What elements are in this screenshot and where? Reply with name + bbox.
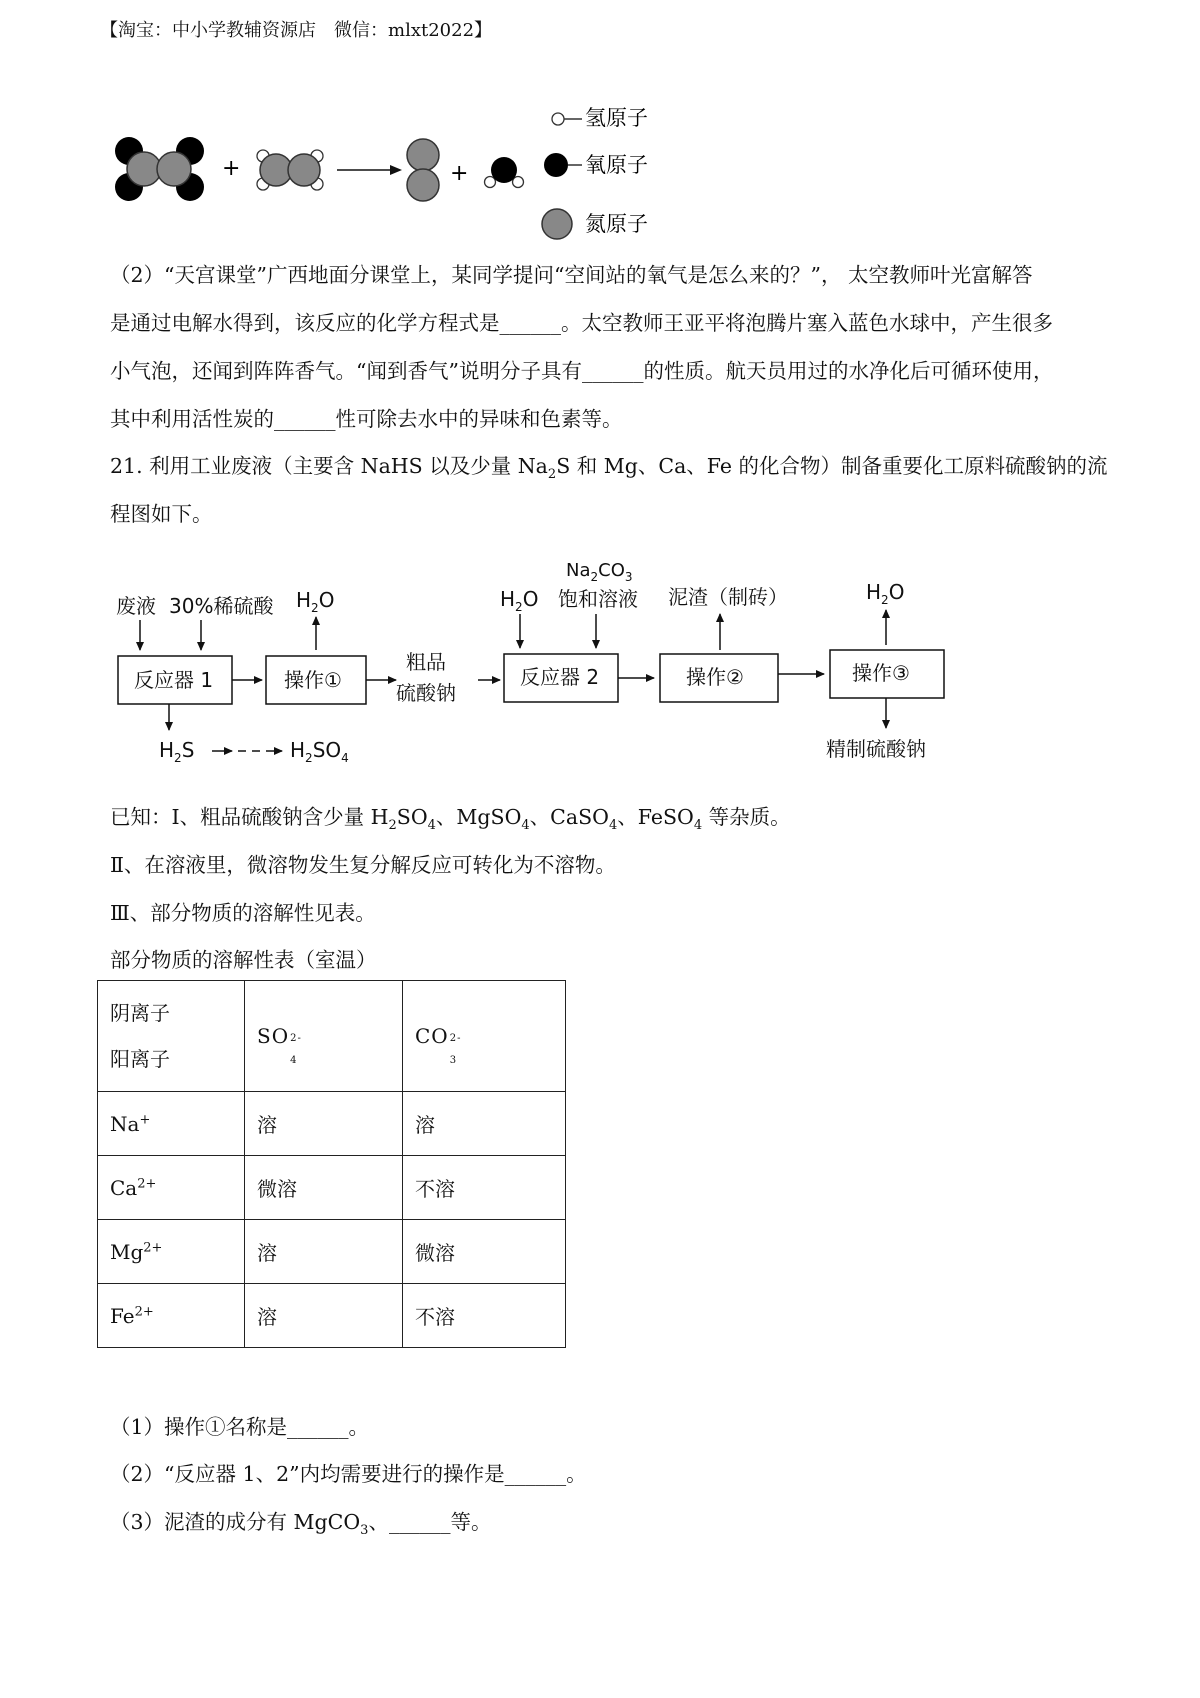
table-header-co3: CO 2- 3 (403, 981, 566, 1092)
svg-text:H2SO4: $H_2SO_4$ (290, 738, 349, 765)
question-3: （3）泥渣的成分有 MgCO$_3$、______等。 (110, 1510, 492, 1539)
svg-text:氧原子: 氧原子 (585, 153, 648, 177)
solubility-table (97, 980, 566, 1348)
q20-2-line3: 小气泡，还闻到阵阵香气。“闻到香气”说明分子具有______的性质。航天员用过的水净化后可循环使用， (110, 359, 1054, 383)
svg-text:氢原子: 氢原子 (585, 106, 648, 130)
svg-text:硫酸钠: 硫酸钠 (396, 681, 456, 705)
table-corner-header: 阴离子 阳离子 (98, 981, 245, 1092)
q20-2-line4: 其中利用活性炭的______性可除去水中的异味和色素等。 (110, 407, 623, 431)
q21-stem-line1: 21. 利用工业废液（主要含 NaHS 以及少量 $Na_2S$ 和 Mg、Ca、Fe 的化合物）制备重要化工原料硫酸钠的流 (110, 454, 1108, 483)
svg-text:反应器 1: 反应器 1 (134, 668, 214, 692)
svg-text:H2O: $H_2O$ (500, 587, 539, 614)
table-row: $Mg^{2+}$ 溶 微溶 (98, 1220, 566, 1284)
svg-text:废液: 废液 (116, 594, 156, 618)
table-row: $Ca^{2+}$ 微溶 不溶 (98, 1156, 566, 1220)
table-title: 部分物质的溶解性表（室温） (110, 948, 377, 972)
svg-text:精制硫酸钠: 精制硫酸钠 (826, 737, 926, 761)
q20-2-line2: 是通过电解水得到，该反应的化学方程式是______。太空教师王亚平将泡腾片塞入蓝色水球中，产生很多 (110, 311, 1053, 335)
known-i: 已知：Ⅰ、粗品硫酸钠含少量 $H_2SO_4$、MgSO$_4$、CaSO$_4$、FeSO$_4$ 等杂质。 (110, 805, 791, 834)
known-iii: Ⅲ、部分物质的溶解性见表。 (110, 901, 376, 925)
svg-text:反应器 2: 反应器 2 (520, 665, 600, 689)
svg-text:操作③: 操作③ (852, 661, 910, 685)
svg-text:操作②: 操作② (686, 665, 744, 689)
svg-text:30%稀硫酸: 30%稀硫酸 (169, 594, 274, 618)
known-ii: Ⅱ、在溶液里，微溶物发生复分解反应可转化为不溶物。 (110, 853, 616, 877)
svg-text:+: + (450, 161, 469, 186)
q21-stem-line2: 程图如下。 (110, 502, 213, 526)
svg-text:+: + (222, 156, 241, 181)
table-row: Na+ 溶 溶 (98, 1092, 566, 1156)
page-header: 【淘宝：中小学教辅资源店 微信：mlxt2022】 (100, 20, 493, 41)
svg-text:Na2CO3: $Na_2CO_3$ (566, 560, 633, 584)
question-2: （2）“反应器 1、2”内均需要进行的操作是______。 (110, 1462, 587, 1486)
svg-text:H2O: $H_2O$ (296, 588, 335, 615)
table-header-so4: SO 2- 4 (245, 981, 403, 1092)
process-flow-chart (0, 0, 1200, 780)
table-row: $Fe^{2+}$ 溶 不溶 (98, 1284, 566, 1348)
svg-text:操作①: 操作① (284, 668, 342, 692)
table-header-row (98, 981, 566, 1092)
svg-text:氮原子: 氮原子 (585, 212, 648, 236)
q20-2-line1: （2）“天宫课堂”广西地面分课堂上，某同学提问“空间站的氧气是怎么来的？”， 太空教师叶光富解答 (110, 263, 1033, 287)
svg-text:泥渣（制砖）: 泥渣（制砖） (668, 585, 788, 609)
svg-text:饱和溶液: 饱和溶液 (558, 587, 638, 611)
question-1: （1）操作①名称是______。 (110, 1415, 370, 1439)
svg-text:H2O: $H_2O$ (866, 580, 905, 607)
svg-text:粗品: 粗品 (406, 650, 446, 674)
svg-text:H2S: $H_2S$ (159, 738, 195, 765)
